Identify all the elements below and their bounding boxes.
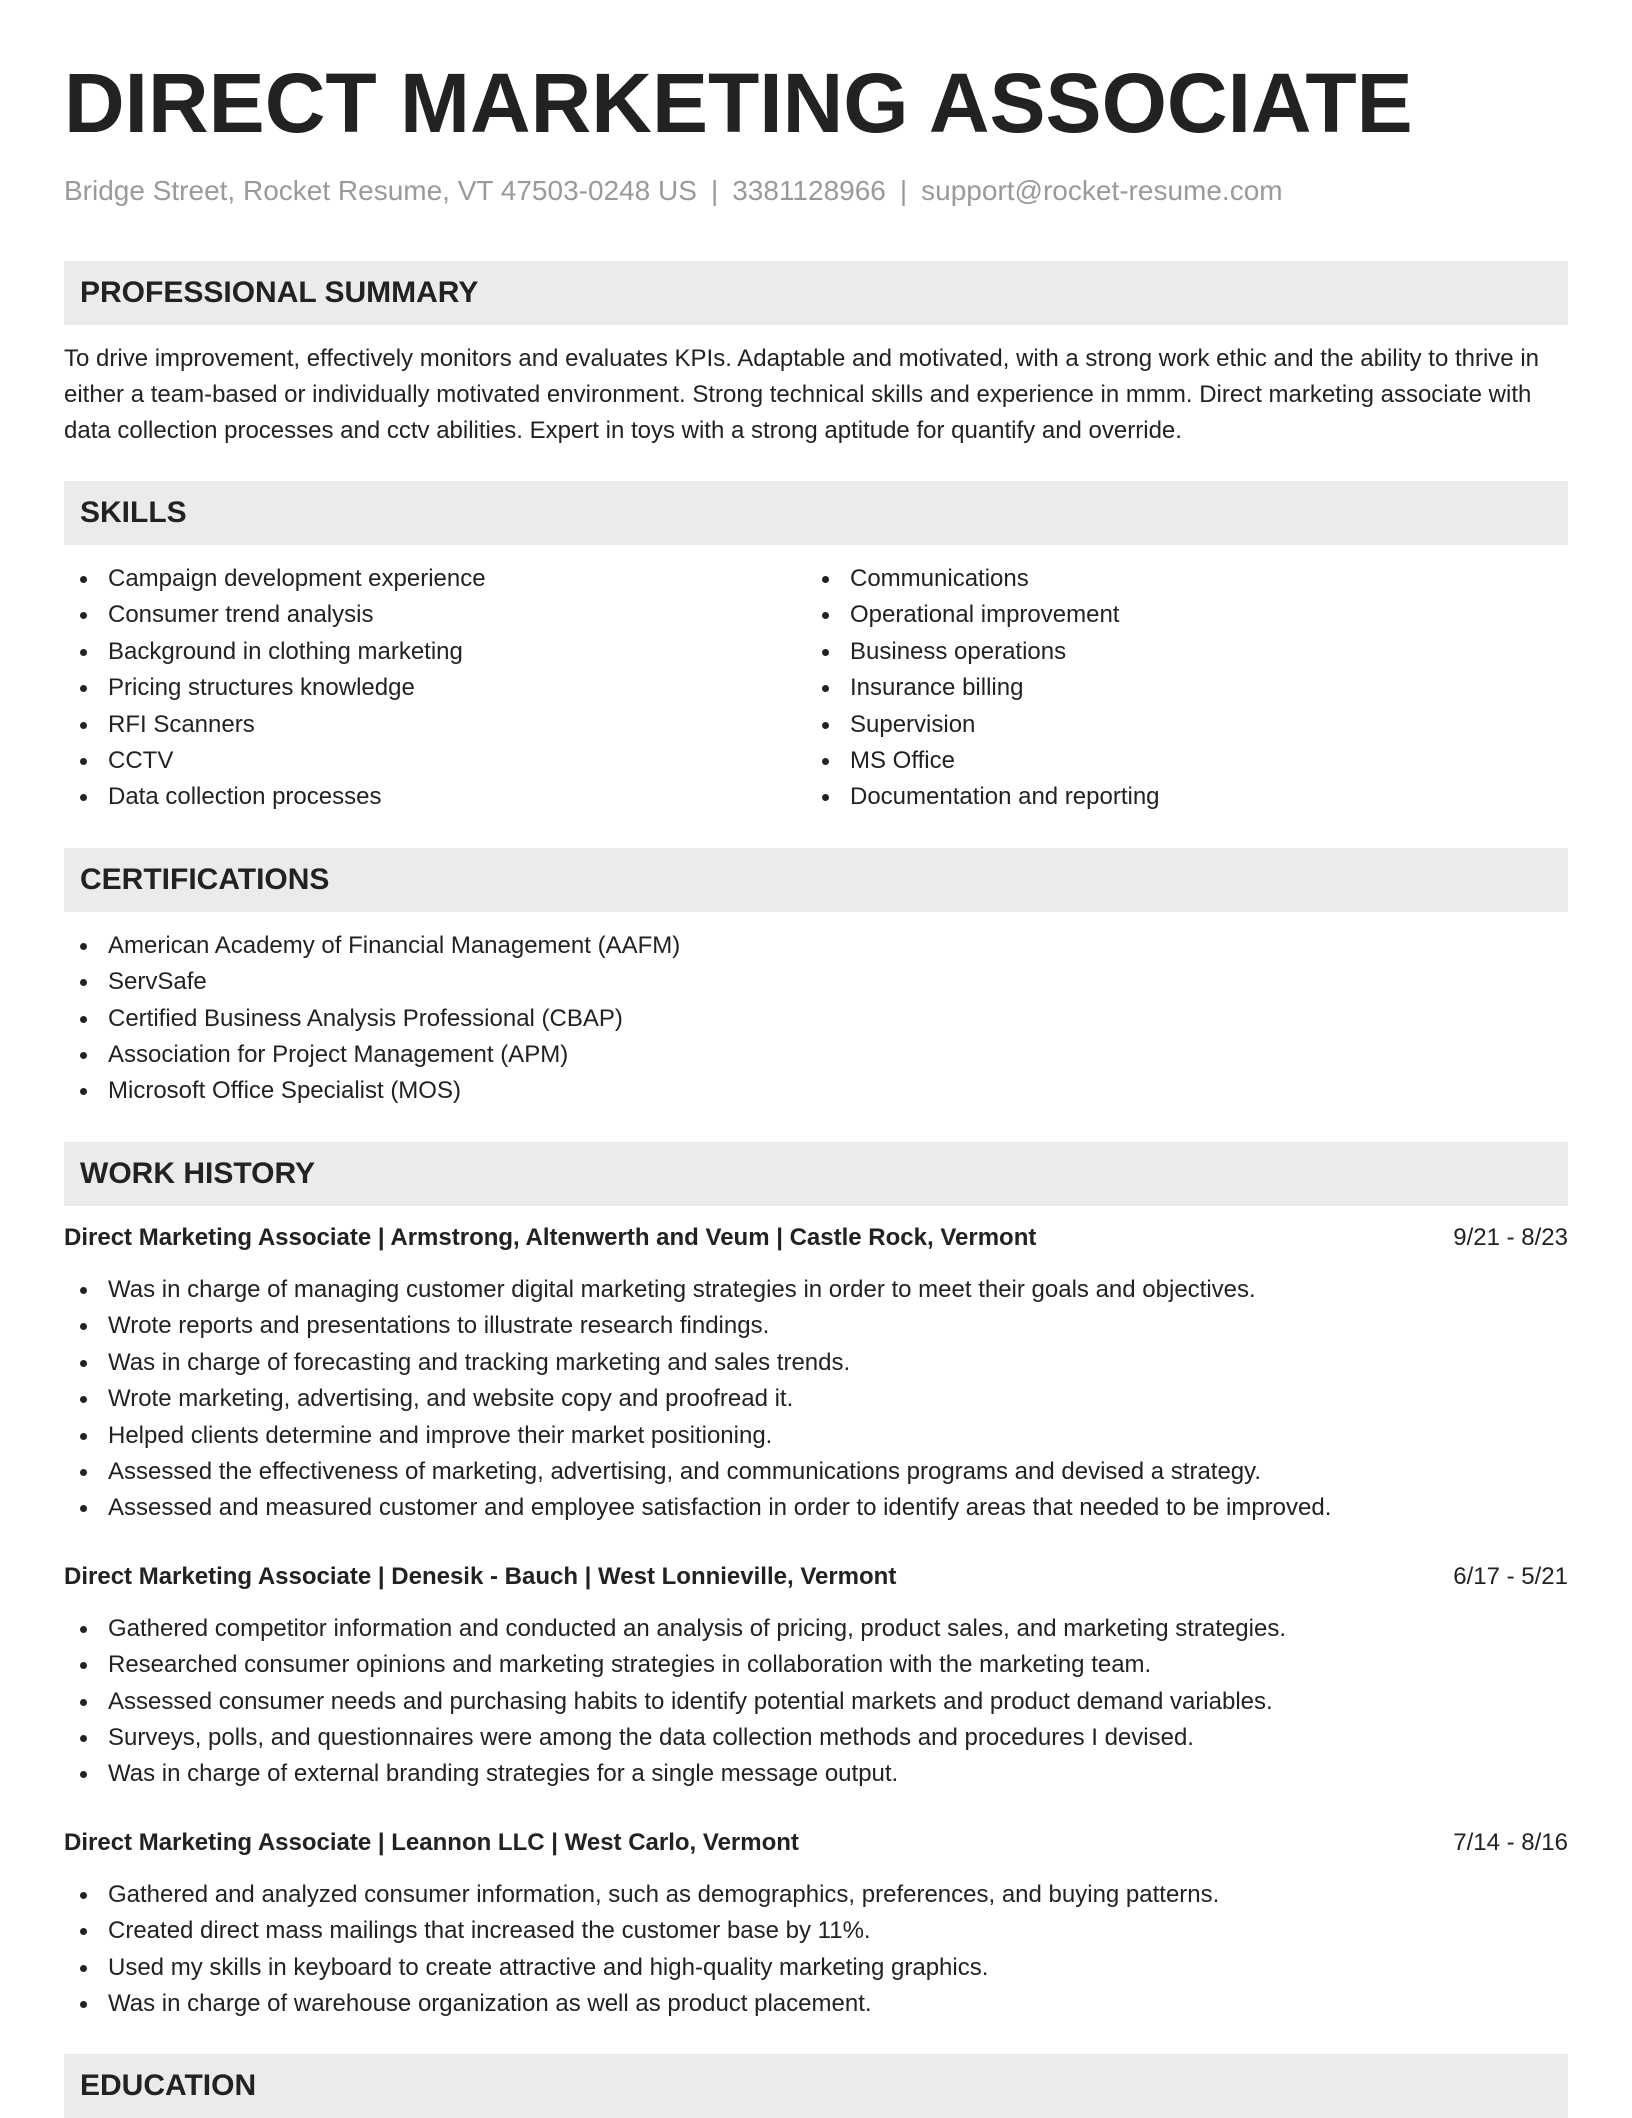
skill-item: Data collection processes [64, 779, 806, 815]
contact-phone: 3381128966 [732, 175, 886, 206]
job-bullets [64, 1611, 1568, 1793]
job-bullet: Assessed consumer needs and purchasing habits to identify potential markets and product demand variables. [64, 1684, 1568, 1720]
contact-address: Bridge Street, Rocket Resume, VT 47503-0248 US [64, 175, 697, 206]
contact-separator: | [899, 175, 908, 206]
skill-item: Campaign development experience [64, 561, 806, 597]
certifications-heading: CERTIFICATIONS [64, 848, 1568, 912]
skill-item: MS Office [806, 743, 1548, 779]
skill-item: Documentation and reporting [806, 779, 1548, 815]
skill-item: Consumer trend analysis [64, 597, 806, 633]
job-bullets [64, 1272, 1568, 1527]
skill-item: Operational improvement [806, 597, 1548, 633]
job-bullet: Was in charge of managing customer digital marketing strategies in order to meet their goals and objectives. [64, 1272, 1568, 1308]
job-bullet: Wrote reports and presentations to illustrate research findings. [64, 1308, 1568, 1344]
job-entry [64, 1220, 1568, 1527]
job-entry [64, 1825, 1568, 2023]
skill-item: CCTV [64, 743, 806, 779]
skills-list-right [806, 561, 1548, 816]
skill-item: Insurance billing [806, 670, 1548, 706]
job-header [64, 1825, 1568, 1861]
job-title: Direct Marketing Associate | Denesik - Bauch | West Lonnieville, Vermont [64, 1562, 897, 1590]
work-history-heading: WORK HISTORY [64, 1142, 1568, 1206]
job-bullet: Gathered competitor information and conducted an analysis of pricing, product sales, and marketing strategies. [64, 1611, 1568, 1647]
job-bullet: Was in charge of warehouse organization as well as product placement. [64, 1986, 1568, 2022]
summary-heading: PROFESSIONAL SUMMARY [64, 261, 1568, 325]
certifications-list [64, 928, 1568, 1110]
job-bullet: Was in charge of external branding strategies for a single message output. [64, 1756, 1568, 1792]
certification-item: Certified Business Analysis Professional (CBAP) [64, 1001, 1568, 1037]
skills-columns [64, 561, 1568, 816]
job-dates: 9/21 - 8/23 [1453, 1223, 1568, 1251]
job-bullet: Was in charge of forecasting and tracking marketing and sales trends. [64, 1345, 1568, 1381]
job-title: Direct Marketing Associate | Armstrong, Altenwerth and Veum | Castle Rock, Vermont [64, 1223, 1037, 1251]
certification-item: Microsoft Office Specialist (MOS) [64, 1073, 1568, 1109]
job-bullet: Assessed the effectiveness of marketing, advertising, and communications programs and devised a strategy. [64, 1454, 1568, 1490]
contact-line [64, 173, 1568, 209]
contact-email[interactable]: support@rocket-resume.com [921, 175, 1283, 206]
skills-list-left [64, 561, 806, 816]
job-entry [64, 1559, 1568, 1793]
job-dates: 7/14 - 8/16 [1453, 1828, 1568, 1856]
certification-item: Association for Project Management (APM) [64, 1037, 1568, 1073]
job-bullet: Assessed and measured customer and employee satisfaction in order to identify areas that needed to be improved. [64, 1490, 1568, 1526]
job-bullet: Researched consumer opinions and marketing strategies in collaboration with the marketing team. [64, 1647, 1568, 1683]
certification-item: American Academy of Financial Management (AAFM) [64, 928, 1568, 964]
job-header [64, 1220, 1568, 1256]
skills-heading: SKILLS [64, 481, 1568, 545]
certification-item: ServSafe [64, 964, 1568, 1000]
education-heading: EDUCATION [64, 2054, 1568, 2118]
candidate-name: DIRECT MARKETING ASSOCIATE [64, 56, 1413, 150]
job-bullet: Used my skills in keyboard to create attractive and high-quality marketing graphics. [64, 1950, 1568, 1986]
skill-item: Business operations [806, 634, 1548, 670]
contact-separator: | [710, 175, 719, 206]
skill-item: RFI Scanners [64, 707, 806, 743]
job-bullet: Wrote marketing, advertising, and website copy and proofread it. [64, 1381, 1568, 1417]
job-dates: 6/17 - 5/21 [1453, 1562, 1568, 1590]
job-bullet: Surveys, polls, and questionnaires were among the data collection methods and procedures I devised. [64, 1720, 1568, 1756]
job-bullet: Created direct mass mailings that increased the customer base by 11%. [64, 1913, 1568, 1949]
skill-item: Supervision [806, 707, 1548, 743]
job-bullets [64, 1877, 1568, 2023]
skill-item: Pricing structures knowledge [64, 670, 806, 706]
summary-text: To drive improvement, effectively monitors and evaluates KPIs. Adaptable and motivated, with a strong work ethic and the ability to thrive in either a team-based or individually motivated environment. Strong technical skills and experience in mmm. Direct marketing associate with data collection processes and cctv abilities. Expert in toys with a strong aptitude for quantify and override. [64, 345, 1539, 444]
job-bullet: Gathered and analyzed consumer information, such as demographics, preferences, and buying patterns. [64, 1877, 1568, 1913]
skill-item: Background in clothing marketing [64, 634, 806, 670]
skill-item: Communications [806, 561, 1548, 597]
job-bullet: Helped clients determine and improve their market positioning. [64, 1418, 1568, 1454]
job-title: Direct Marketing Associate | Leannon LLC | West Carlo, Vermont [64, 1828, 799, 1856]
resume-page [64, 0, 1568, 2118]
job-header [64, 1559, 1568, 1595]
